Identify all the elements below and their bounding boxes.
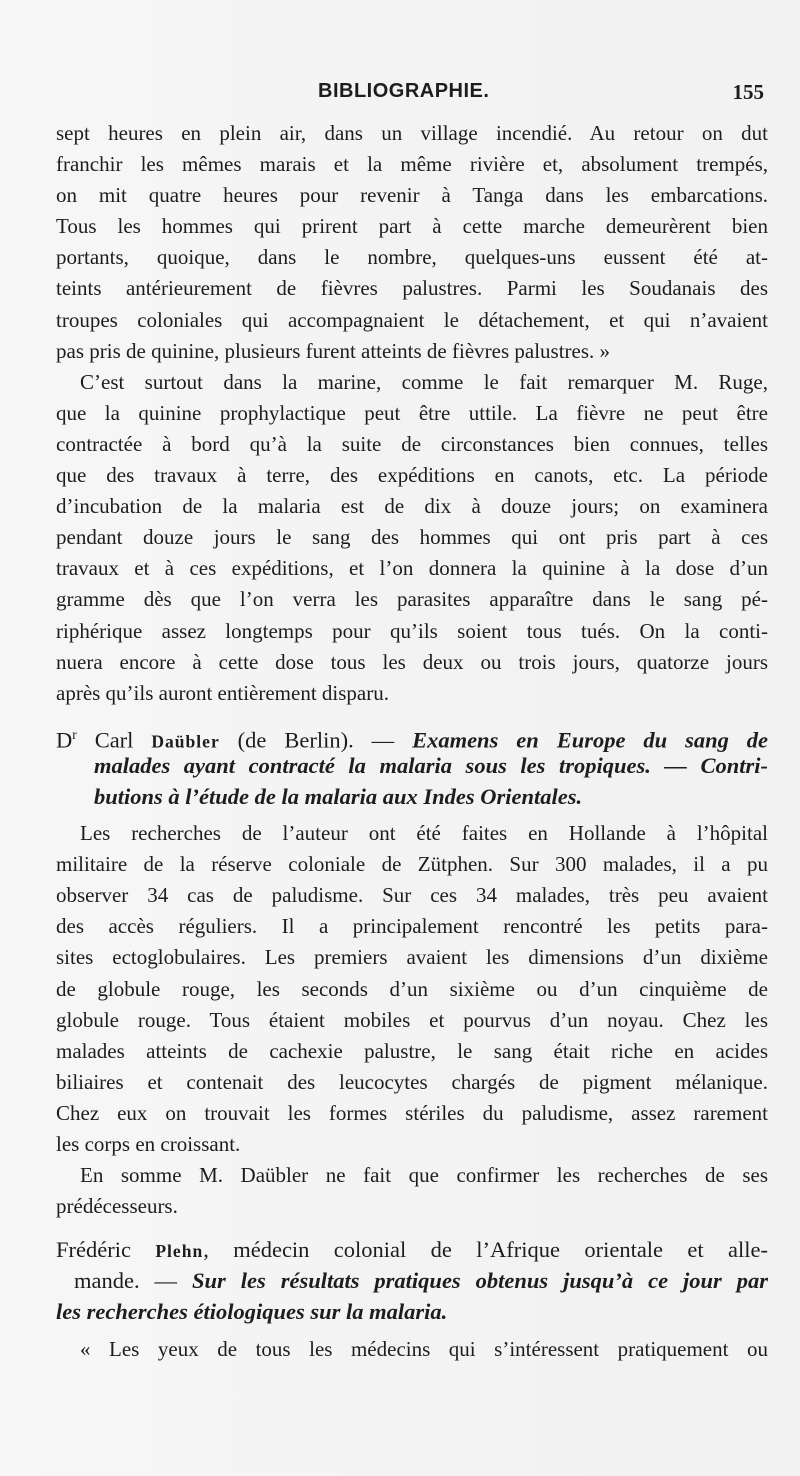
page-header [56,80,768,110]
work-title-line: malades ayant contracté la malaria sous les tropiques. — Contri- [94,752,768,778]
text-line: de globule rouge, les seconds d’un sixième ou d’un cinquième de [56,976,768,1001]
text-line: franchir les mêmes marais et la même rivière et, absolument trempés, [56,152,768,177]
paragraph-continuation [56,118,768,367]
entry-heading-line [56,719,769,753]
text-line: portants, quoique, dans le nombre, quelques-uns eussent été at- [56,245,768,270]
paragraph-marine [56,367,768,709]
text-line: Chez eux on trouvait les formes stériles du paludisme, assez rarement [56,1100,768,1125]
text-line: après qu’ils auront entièrement disparu. [56,680,389,705]
text-line: « Les yeux de tous les médecins qui s’intéressent pratiquement ou [80,1336,768,1361]
paragraph-quote [56,1334,768,1365]
text-line: sites ectoglobulaires. Les premiers avaient les dimensions d’un dixième [56,945,768,970]
text-line: En somme M. Daübler ne fait que confirmer les recherches de ses [80,1163,768,1188]
text-line: d’incubation de la malaria est de dix à douze jours; on examinera [56,494,768,519]
author-origin: (de Berlin). — [237,727,395,753]
author-prefix-sup: r [72,726,77,742]
text-line: prédécesseurs. [56,1194,178,1219]
text-line: que des travaux à terre, des expéditions en canots, etc. La période [56,463,768,488]
paragraph-en-somme [56,1160,768,1222]
text-body [56,118,768,1365]
author-first-name: Carl [94,727,134,753]
text-line: biliaires et contenait des leucocytes chargés de pigment mélanique. [56,1069,768,1094]
entry-heading-line [56,1234,768,1265]
text-line: travaux et à ces expéditions, et l’on donnera la quinine à la dose d’un [56,556,768,581]
work-title: Sur les résultats pratiques obtenus jusqu’à ce jour par [192,1268,768,1294]
text-line: malades atteints de cachexie palustre, le sang était riche en acides [56,1038,768,1063]
text-line: C’est surtout dans la marine, comme le fait remarquer M. Ruge, [80,369,768,394]
author-surname: Plehn [155,1241,204,1262]
work-title-line: butions à l’étude de la malaria aux Indes Orientales. [94,783,583,809]
text-line: pas pris de quinine, plusieurs furent atteints de fièvres palustres. » [56,338,611,363]
text-line: gramme dès que l’on verra les parasites apparaître dans le sang pé- [56,587,768,612]
text-line: globule rouge. Tous étaient mobiles et pourvus d’un noyau. Chez les [56,1007,768,1032]
text-line: on mit quatre heures pour revenir à Tanga dans les embarcations. [56,183,768,208]
text-line: sept heures en plein air, dans un village incendié. Au retour on dut [56,121,768,145]
page-number: 155 [732,80,764,104]
text-line: observer 34 cas de paludisme. Sur ces 34 malades, très peu avaient [56,883,768,908]
text-line: troupes coloniales qui accompagnaient le détachement, et qui n’avaient [56,307,768,332]
work-title-line: les recherches étiologiques sur la malaria. [56,1299,448,1325]
text-line: pendant douze jours le sang des hommes qui ont pris part à ces [56,525,768,550]
bibliography-entry-plehn [56,1234,768,1327]
running-title: BIBLIOGRAPHIE. [318,80,490,102]
work-title: Examens en Europe du sang de [412,727,769,753]
text-line: les corps en croissant. [56,1132,241,1156]
text-line: nuera encore à cette dose tous les deux ou trois jours, quatorze jours [56,649,768,674]
text-line: riphérique assez longtemps pour qu’ils soient tous tués. On la conti- [56,618,768,643]
work-title-line: mande. — Sur les résultats pratiques obtenus jusqu’à ce jour par [74,1268,768,1294]
author-description: , médecin colonial de l’Afrique orientale et alle- [203,1237,768,1263]
text-line: que la quinine prophylactique peut être uttile. La fièvre ne peut être [56,400,768,425]
author-prefix: D [56,727,73,753]
bibliography-entry-daubler [56,719,768,812]
text-line: Tous les hommes qui prirent part à cette marche demeurèrent bien [56,214,768,239]
text-line: militaire de la réserve coloniale de Zütphen. Sur 300 malades, il a pu [56,852,768,877]
text-line: des accès réguliers. Il a principalement rencontré les petits para- [56,914,768,939]
text-line: contractée à bord qu’à la suite de circonstances bien connues, telles [56,431,768,456]
paragraph-recherches [56,818,768,1160]
text-line: Les recherches de l’auteur ont été faites en Hollande à l’hôpital [80,821,768,846]
text-line: teints antérieurement de fièvres palustres. Parmi les Soudanais des [56,276,768,301]
author-first-name: Frédéric [56,1237,131,1263]
author-surname: Daübler [151,731,220,752]
